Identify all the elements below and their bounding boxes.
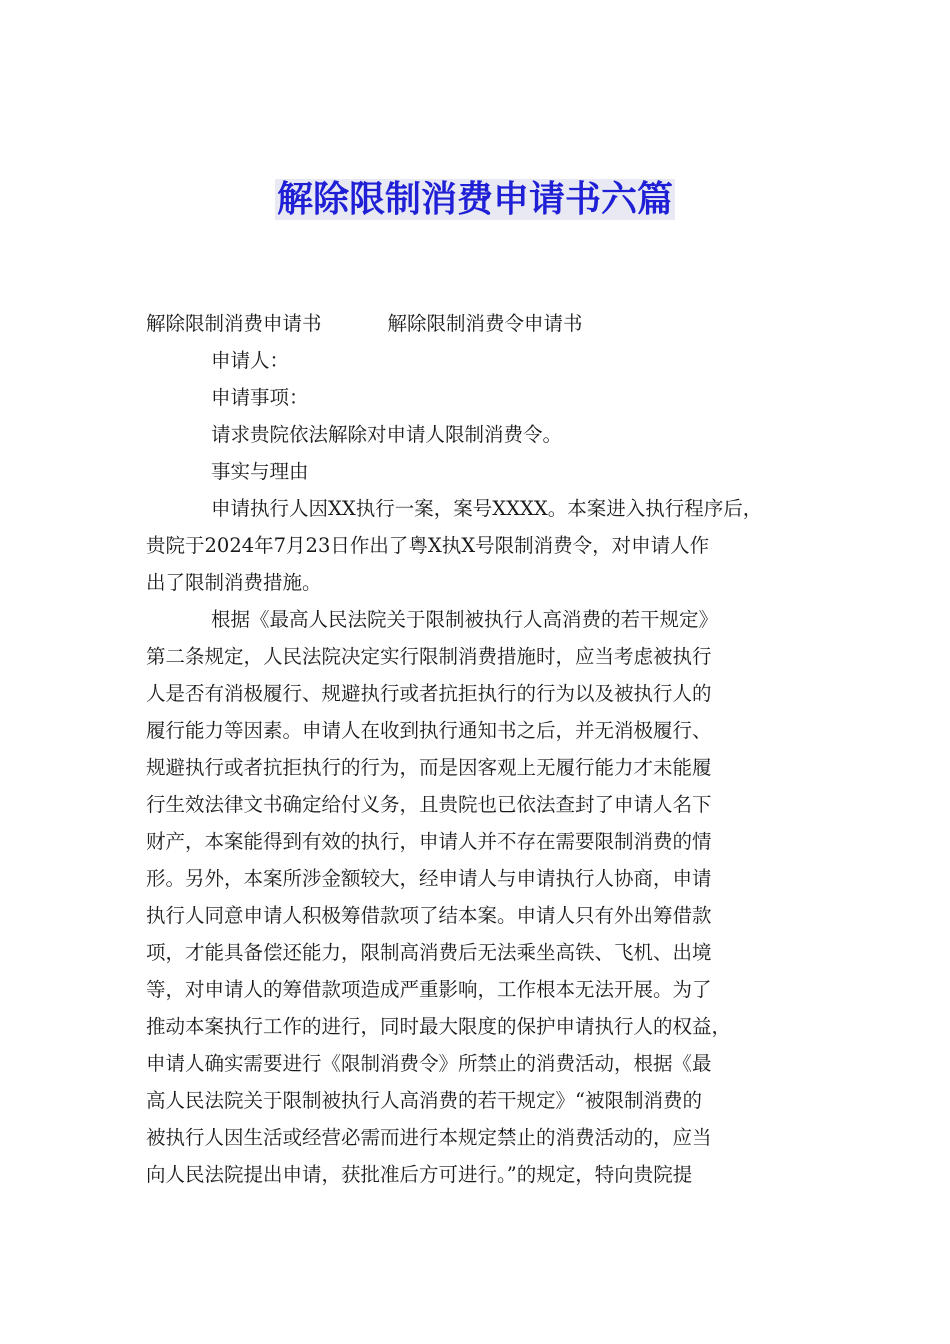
paragraph-line: 形。另外，本案所涉金额较大，经申请人与申请执行人协商，申请 [146,867,712,890]
paragraph-line: 出了限制消费措施。 [146,571,322,594]
paragraph-line: 人是否有消极履行、规避执行或者抗拒执行的行为以及被执行人的 [146,682,712,705]
request-text: 请求贵院依法解除对申请人限制消费令。 [211,423,563,446]
paragraph-line: 第二条规定，人民法院决定实行限制消费措施时，应当考虑被执行 [146,645,712,668]
paragraph-line: 高人民法院关于限制被执行人高消费的若干规定》“被限制消费的 [146,1089,702,1112]
paragraph-1 [146,490,806,601]
paragraph-line: 等，对申请人的筹借款项造成严重影响，工作根本无法开展。为了 [146,978,712,1001]
paragraph-line: 申请执行人因XX执行一案，案号XXXX。本案进入执行程序后， [211,497,763,520]
applicant-label: 申请人： [211,349,290,372]
paragraph-line: 履行能力等因素。申请人在收到执行通知书之后，并无消极履行、 [146,719,712,742]
heading-left: 解除限制消费申请书 [146,312,322,335]
paragraph-line: 根据《最高人民法院关于限制被执行人高消费的若干规定》 [211,608,719,631]
paragraph-line: 申请人确实需要进行《限制消费令》所禁止的消费活动，根据《最 [146,1052,712,1075]
paragraph-line: 贵院于2024年7月23日作出了粤X执X号限制消费令，对申请人作 [146,534,710,557]
heading-row [146,305,806,342]
paragraph-line: 财产，本案能得到有效的执行，申请人并不存在需要限制消费的情 [146,830,712,853]
document-body [146,305,806,1193]
paragraph-2 [146,601,806,1193]
heading-right: 解除限制消费令申请书 [387,312,583,335]
request-items-label: 申请事项： [211,386,309,409]
document-title: 解除限制消费申请书六篇 [276,179,673,220]
paragraph-line: 向人民法院提出申请，获批准后方可进行。”的规定，特向贵院提 [146,1163,693,1186]
paragraph-line: 被执行人因生活或经营必需而进行本规定禁止的消费活动的，应当 [146,1126,712,1149]
facts-reasons-label: 事实与理由 [211,460,309,483]
paragraph-line: 推动本案执行工作的进行，同时最大限度的保护申请执行人的权益， [146,1015,732,1038]
paragraph-line: 规避执行或者抗拒执行的行为，而是因客观上无履行能力才未能履 [146,756,712,779]
paragraph-line: 行生效法律文书确定给付义务，且贵院也已依法查封了申请人名下 [146,793,712,816]
paragraph-line: 执行人同意申请人积极筹借款项了结本案。申请人只有外出筹借款 [146,904,712,927]
paragraph-line: 项，才能具备偿还能力，限制高消费后无法乘坐高铁、飞机、出境 [146,941,712,964]
